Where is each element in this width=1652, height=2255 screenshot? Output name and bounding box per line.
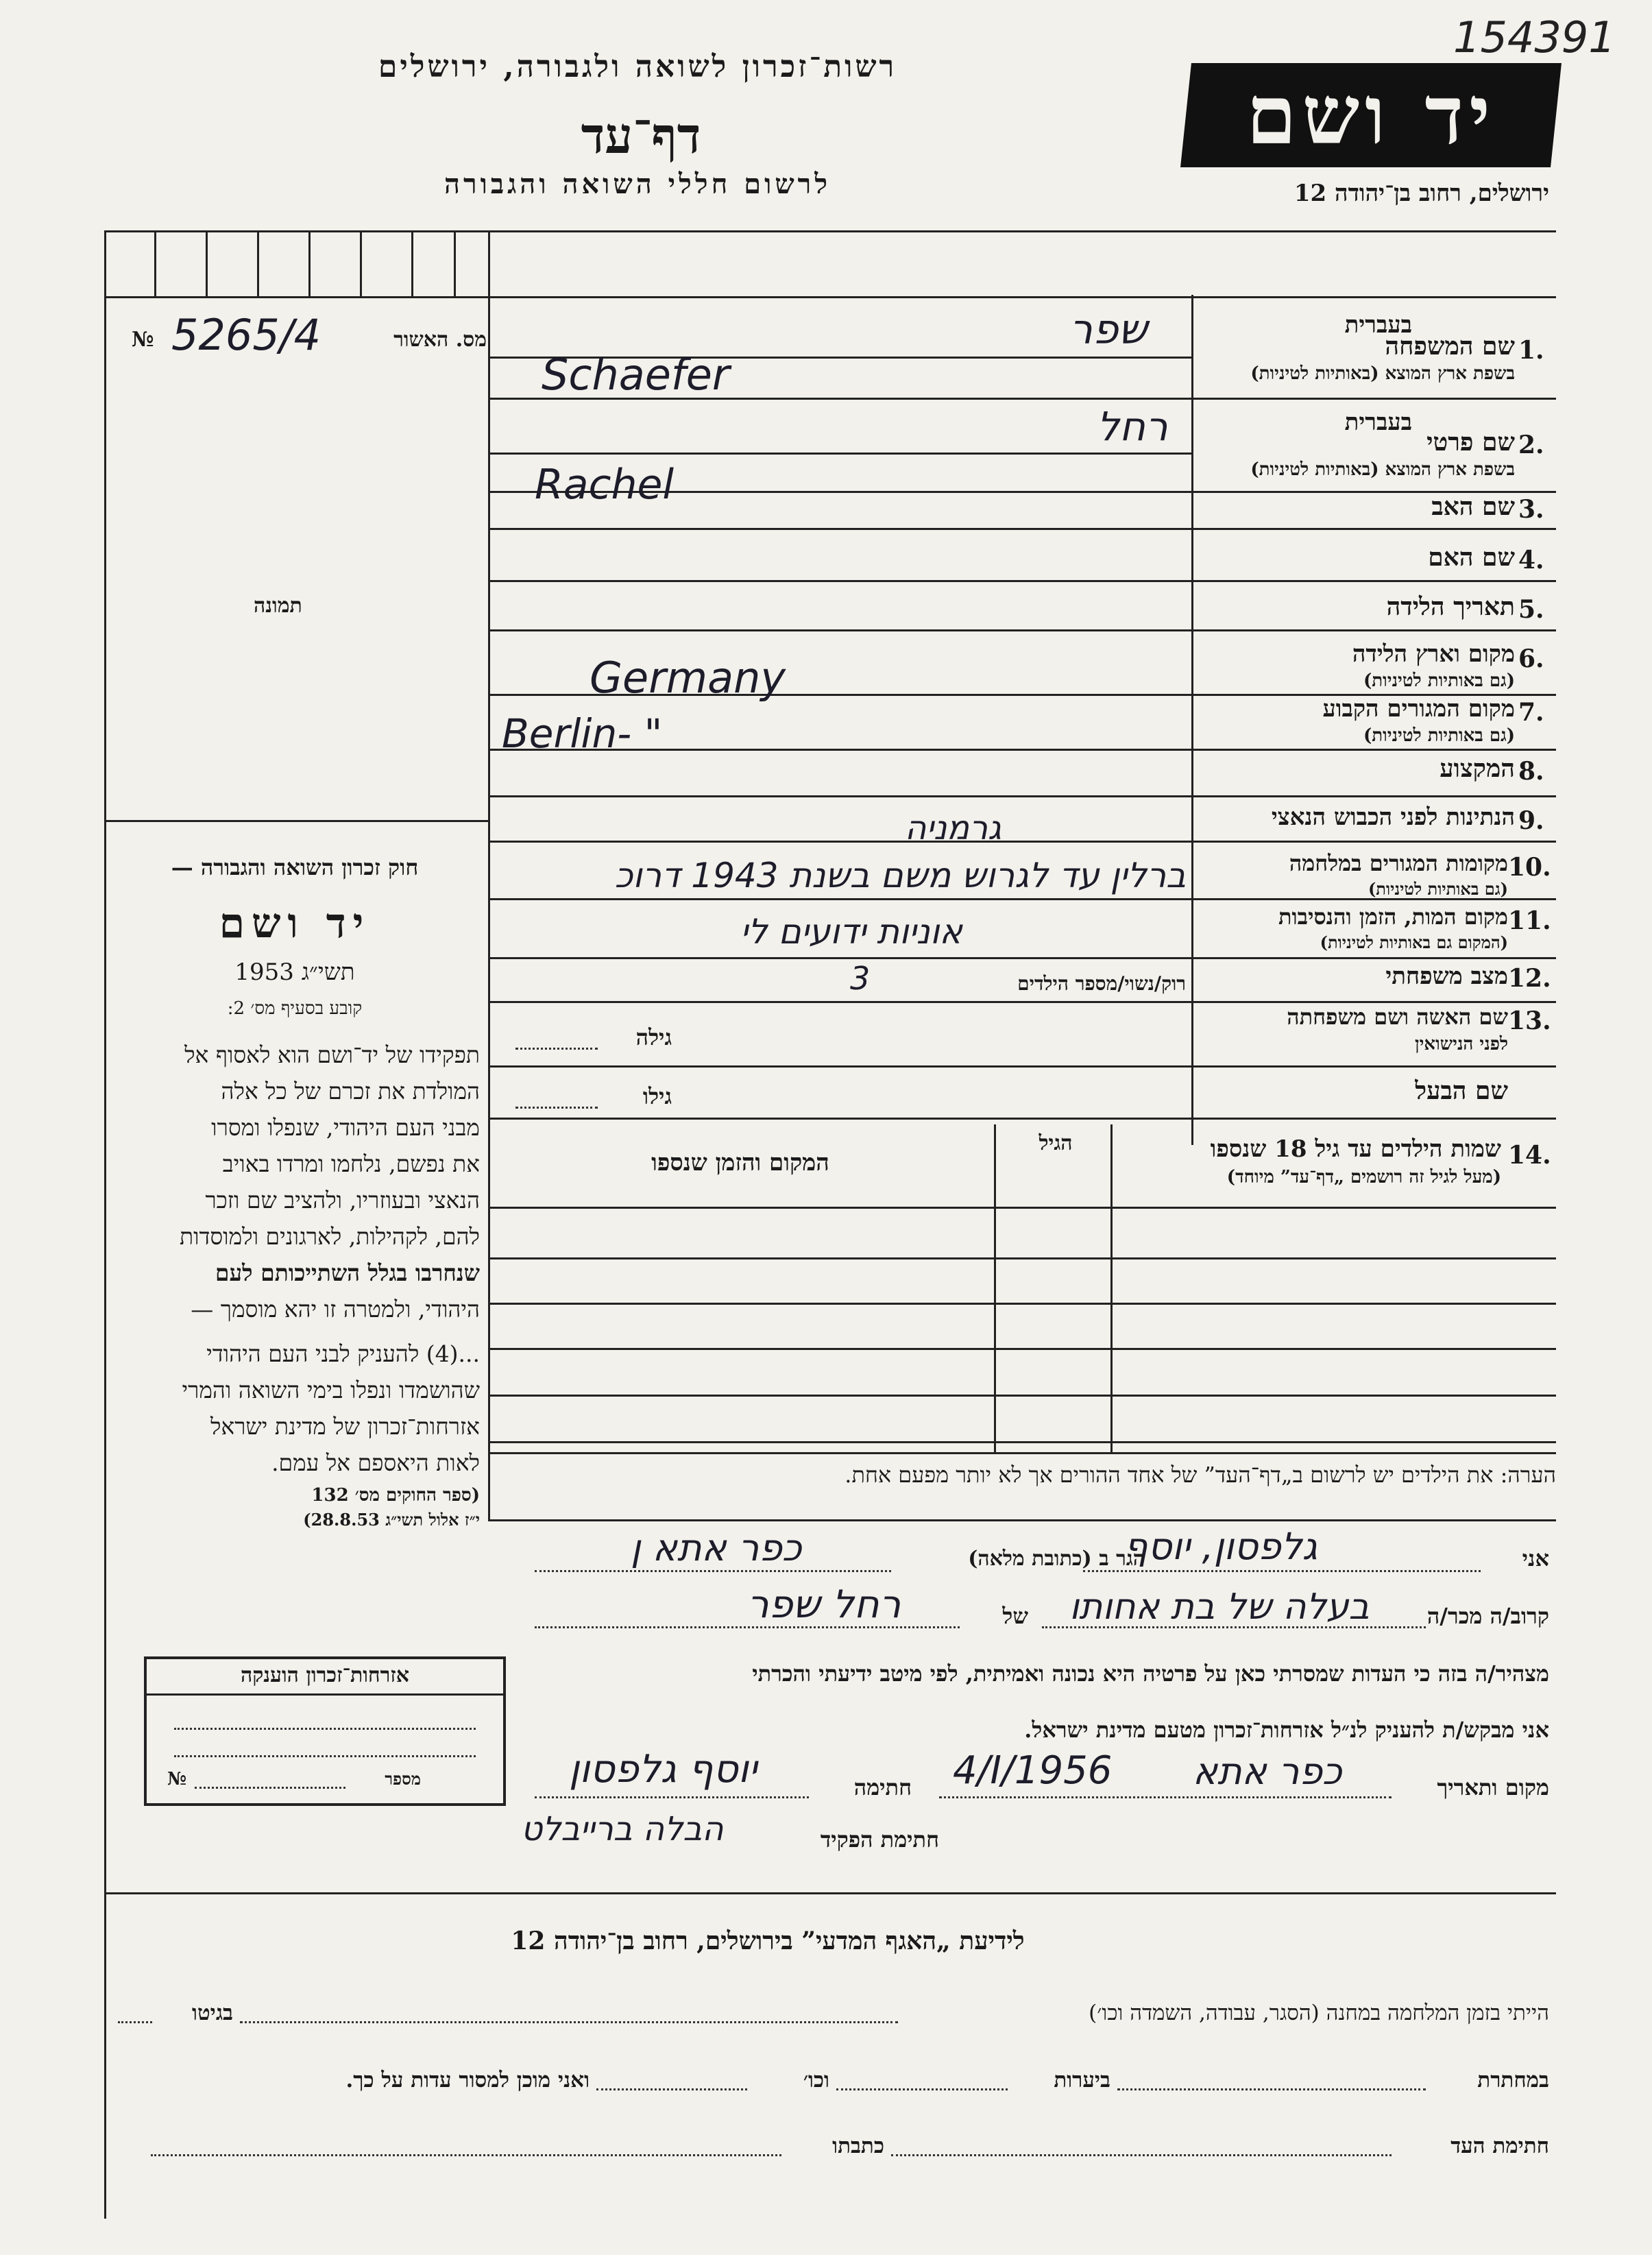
place-date-line [939, 1796, 1392, 1798]
law-line: ...(4) להעניק לבני העם היהודי [206, 1340, 480, 1367]
law-line: לאות היאספם אל עמם. [271, 1449, 480, 1476]
declarant-relation: בעלה של בת אחותו [1069, 1587, 1370, 1628]
field-10-label: מקומות המגורים במלחמה [1289, 850, 1508, 876]
declarant-address-line [535, 1570, 891, 1572]
law-paragraph-2 [110, 1336, 480, 1481]
field-12-label: מצב משפחתי [1385, 963, 1508, 990]
field-9-value: גרמניה [905, 809, 1001, 847]
field-8-number: 8. [1518, 757, 1544, 786]
logo-text: יד ושם [1246, 67, 1496, 162]
field-1-sub: בשפת ארץ המוצא (באותיות לטיניות) [1250, 363, 1515, 384]
field-5-number: 5. [1518, 595, 1544, 624]
stamp-box-number-prefix: № [167, 1769, 187, 1789]
bottom-title: לידיעת „האגף המדעי” בירושלים, רחוב בן־יהודה 12 [511, 1927, 1025, 1955]
field-9-label: הנתינות לפני הכבוש הנאצי [1271, 804, 1515, 831]
law-line: שנחרבו בגלל השתייכותם לעם [215, 1259, 480, 1286]
field-13-label: שם האשה ושם משפחתה [1287, 1004, 1508, 1030]
field-6-number: 6. [1518, 644, 1544, 673]
children-label: שמות הילדים עד גיל 18 שנספו [1210, 1135, 1501, 1163]
field-3-number: 3. [1518, 495, 1544, 524]
field-1-sub-label: בעברית [1344, 311, 1412, 339]
field-2-value-latin: Rachel [535, 461, 675, 509]
registration-prefix: № [132, 328, 154, 352]
bottom-line2-d: ואני מוכן למסור עדות על כך. [345, 2068, 590, 2093]
law-line: הנאצי ובעוזריו, ולהציב שם וזכר [205, 1187, 480, 1214]
field-10-sub: (גם באותיות לטיניות) [1368, 879, 1508, 899]
stamp-box-title: אזרחות־זכרון הוענקה [240, 1663, 410, 1687]
field-11-number: 11. [1508, 906, 1551, 935]
field-13-age-label: גילה [635, 1024, 672, 1050]
field-2-number: 2. [1518, 431, 1544, 459]
field-11-sub: (המקום גם באותיות לטיניות) [1320, 932, 1508, 952]
citizenship-stamp-box [144, 1656, 506, 1806]
signature-line [535, 1796, 809, 1798]
law-line: את נפשם, נלחמו ומרדו באויב [222, 1150, 480, 1177]
field-husband-age-label: גילו [642, 1083, 672, 1109]
field-12-number: 12. [1508, 964, 1551, 993]
law-line: תפקידו של יד־ושם הוא לאסוף אל [184, 1041, 480, 1068]
children-sub: (מעל לגיל זה רושמים „דף־עד” מיוחד) [1226, 1167, 1501, 1187]
official-signature: הבלה ברייבלט [521, 1810, 724, 1848]
field-7-value: Berlin- " [502, 710, 663, 757]
law-line: מבני העם היהודי, שנפלו ומסרו [211, 1114, 480, 1141]
authority-line: רשות־זכרון לשואה ולגבורה, ירושלים [378, 49, 897, 84]
registration-label: מס. האשור [393, 328, 487, 352]
relation-line [1042, 1626, 1426, 1628]
field-4-number: 4. [1518, 546, 1544, 575]
declarant-name: גלפסון, יוסף [1124, 1525, 1317, 1568]
children-col-place: המקום והזמן שנספו [651, 1149, 829, 1177]
field-2-label: שם פרטי [1426, 428, 1515, 457]
signature-label: חתימה [853, 1774, 912, 1800]
field-1-label: שם המשפחה [1385, 332, 1515, 361]
law-line: שהושמדו ונפלו בימי השואה והמרי [182, 1377, 480, 1403]
official-signature-label: חתימת הפקיד [820, 1826, 939, 1853]
decl-line2-prefix: קרוב/ה מכר/ה [1426, 1603, 1549, 1629]
field-11-label: מקום המות, הזמן והנסיבות [1278, 904, 1508, 930]
field-6-value: Germany [590, 653, 786, 703]
field-2-value-hebrew: רחל [1097, 403, 1168, 450]
field-3-label: שם האב [1431, 492, 1515, 521]
field-7-number: 7. [1518, 698, 1544, 727]
decl-line4: אני מבקש/ת להעניק לנ״ל אזרחות־זכרון מטעם מדינת ישראל. [1024, 1717, 1549, 1743]
field-6-sub: (גם באותיות לטיניות) [1363, 671, 1515, 691]
yad-vashem-logo [1180, 63, 1562, 167]
field-7-sub: (גם באותיות לטיניות) [1363, 725, 1515, 746]
stamp-box-number-label: מספר [385, 1769, 421, 1789]
deceased-name: רחל שפר [747, 1582, 901, 1627]
field-13-number: 13. [1508, 1006, 1551, 1035]
law-title: חוק זכרון השואה והגבורה — [171, 854, 419, 880]
field-10-number: 10. [1508, 853, 1551, 882]
bottom-line2-b: ביערות [1054, 2068, 1110, 2093]
field-1-value-latin: Schaefer [542, 350, 730, 400]
children-note: הערה: את הילדים יש לרשום ב„דף־העד” של אחד ההורים אך לא יותר מפעם אחת. [845, 1462, 1556, 1488]
field-4-label: שם האם [1428, 543, 1515, 572]
bottom-line3-b: כתבתו [832, 2134, 884, 2158]
page-title: דף־עד [581, 106, 701, 165]
field-husband-age-line [515, 1107, 598, 1109]
field-10-value: ברלין עד לגרוש משם בשנת 1943 דרוכ [614, 856, 1186, 895]
decl-line1-prefix: אני [1522, 1545, 1549, 1571]
declarant-signature: יוסף גלפסון [569, 1747, 757, 1792]
children-col-age: הגיל [1038, 1131, 1073, 1155]
law-name: יד ושם [219, 900, 371, 948]
declaration-place: כפר אתא [1193, 1750, 1342, 1793]
law-line: היהודי, ולמטרה זו יהא מוסמך — [191, 1296, 480, 1323]
bottom-line1-b: בגיטו [192, 2001, 233, 2025]
law-line: המולדת את זכרם של כל אלה [221, 1078, 480, 1105]
field-13-age-line [515, 1048, 598, 1050]
field-12-value: 3 [850, 960, 871, 997]
field-13-sub: לפני הנישואין [1414, 1034, 1508, 1054]
field-1-value-hebrew: שפר [1069, 306, 1147, 354]
decl-line1-mid: הגר ב (כתובת מלאה) [968, 1547, 1145, 1571]
bottom-line2-c: וכו׳ [803, 2068, 829, 2093]
field-9-number: 9. [1518, 806, 1544, 835]
field-husband-label: שם הבעל [1415, 1076, 1508, 1105]
decl-line3: מצהיר/ה בזה כי העדות שמסרתי כאן על פרטיה היא נכונה ואמיתית, לפי מיטב ידיעתי והכרתי [752, 1661, 1549, 1687]
field-12-inline-label: רוק/נשוי/מספר הילדים [1017, 972, 1186, 995]
decl-line2-mid: של [1002, 1603, 1028, 1629]
bottom-line2-a: במחתרת [1477, 2068, 1549, 2093]
field-5-label: תאריך הלידה [1386, 592, 1515, 621]
archive-number: 154391 [1453, 12, 1616, 62]
page-subtitle: לרשום חללי השואה והגבורה [444, 168, 831, 200]
registration-number: 5265/4 [171, 310, 321, 360]
law-year: תשי״ג 1953 [234, 958, 355, 986]
law-paragraph-1 [110, 1037, 480, 1327]
field-6-label: מקום וארץ הלידה [1352, 640, 1515, 668]
place-date-label: מקום ותאריך [1437, 1774, 1549, 1800]
law-line: להם, לקהילות, לארגונים ולמוסדות [179, 1223, 480, 1250]
law-clause: קובע בסעיף מס׳ 2: [227, 998, 363, 1019]
law-source: (ספר החוקים מס׳ 132 [311, 1485, 480, 1506]
field-7-label: מקום המגורים הקבוע [1322, 695, 1515, 723]
bottom-line1-a: הייתי בזמן המלחמה במחנה (הסגר, עבודה, השמדה וכו׳) [1089, 2001, 1549, 2025]
declarant-address: כפר אתא ן [631, 1526, 802, 1569]
photo-label: תמונה [254, 594, 302, 618]
field-1-number: 1. [1518, 336, 1544, 365]
bottom-line3-a: חתימת העד [1450, 2134, 1549, 2158]
field-8-label: המקצוע [1440, 754, 1515, 783]
field-2-sub: בשפת ארץ המוצא (באותיות לטיניות) [1250, 459, 1515, 480]
field-2-sub-label: בעברית [1344, 409, 1412, 436]
header-address: ירושלים, רחוב בן־יהודה 12 [1293, 180, 1549, 207]
deceased-name-line [535, 1626, 960, 1628]
declaration-date: 4/I/1956 [953, 1748, 1113, 1793]
law-date: י״ז אלול תשי״ג 28.8.53) [303, 1510, 480, 1530]
field-11-value: אוניות ידועים לי [740, 912, 962, 952]
law-line: אזרחות־זכרון של מדינת ישראל [210, 1413, 480, 1440]
children-number: 14. [1508, 1141, 1551, 1170]
